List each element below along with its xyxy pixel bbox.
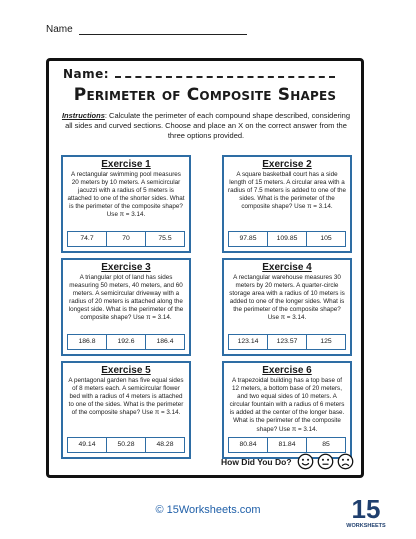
page-title: Perimeter of Composite Shapes — [73, 85, 337, 105]
answer-option[interactable]: 70 — [107, 232, 146, 246]
exercise-text: A triangular plot of land has sides measuring 50 meters, 40 meters, and 60 meters. A semicircular driveway with a radius of 20 meters is attached along the longest side. What is the perimeter of the composite shape? Use π = 3.14. — [68, 274, 184, 322]
15worksheets-logo-icon — [346, 492, 386, 530]
exercise-text: A rectangular swimming pool measures 20 meters by 10 meters. A semicircular jacuzzi with a radius of 5 meters is attached to one of the shorter sides. What is the perimeter of the composite shape? Use π = 3.14. — [67, 171, 185, 219]
instructions-label: Instructions — [61, 111, 105, 120]
answer-option[interactable]: 125 — [320, 338, 332, 345]
exercise-1-card — [61, 155, 191, 253]
exercise-6-card — [222, 361, 352, 459]
exercise-text: A pentagonal garden has five equal sides of 8 meters each. A semicircular flower bed with a radius of 4 meters is attached to one of the sides. What is the perimeter of the composite shape? Use π = 3.14. — [68, 377, 184, 417]
answer-option[interactable]: 75.5 — [158, 235, 172, 242]
answer-options — [67, 231, 185, 247]
answer-options — [67, 334, 185, 350]
sad-face-icon[interactable] — [337, 453, 354, 470]
answer-option[interactable]: 49.14 — [68, 438, 107, 452]
instructions-text: : Calculate the perimeter of each compound shape described, considering all sides and curved sections. Choose and place an X on the correct answer from the three options provided. — [65, 111, 351, 140]
sheet-name-row — [63, 67, 335, 81]
exercise-text: A rectangular warehouse measures 30 meters by 20 meters. A quarter-circle storage area with a radius of 10 meters is added to one of the longer sides. What is the perimeter of the composite shape? Use π = 3.14. — [229, 274, 345, 322]
top-name-label: Name — [46, 24, 73, 35]
instructions — [61, 111, 351, 141]
exercise-4-card — [222, 258, 352, 356]
answer-option[interactable]: 192.6 — [107, 335, 146, 349]
worksheet-card — [46, 58, 364, 478]
answer-option[interactable]: 97.85 — [229, 232, 268, 246]
answer-option[interactable]: 48.28 — [156, 441, 174, 448]
footer-link[interactable]: © 15Worksheets.com — [155, 504, 261, 516]
answer-options — [228, 437, 346, 453]
answer-option[interactable]: 123.14 — [229, 335, 268, 349]
answer-option[interactable]: 74.7 — [68, 232, 107, 246]
answer-option[interactable]: 109.85 — [268, 232, 307, 246]
answer-option[interactable]: 123.57 — [268, 335, 307, 349]
answer-option[interactable]: 81.84 — [268, 438, 307, 452]
answer-options — [228, 231, 346, 247]
answer-option[interactable]: 80.84 — [229, 438, 268, 452]
top-name-line[interactable] — [79, 25, 247, 35]
answer-option[interactable]: 105 — [320, 235, 332, 242]
exercise-title: Exercise 6 — [262, 365, 312, 376]
answer-option[interactable]: 186.8 — [68, 335, 107, 349]
answer-options — [228, 334, 346, 350]
exercise-title: Exercise 5 — [101, 365, 151, 376]
neutral-face-icon[interactable] — [317, 453, 334, 470]
svg-text:WORKSHEETS: WORKSHEETS — [346, 523, 386, 529]
exercise-text: A trapezoidal building has a top base of 12 meters, a bottom base of 20 meters, and two equal sides of 10 meters. A circular fountain with a radius of 6 meters is added at the center of the longer base. What is the perimeter of the composite shape? Use π = 3.14. — [229, 377, 345, 433]
how-did-you-do-label: How Did You Do? — [221, 457, 292, 467]
sheet-name-line[interactable] — [115, 67, 335, 78]
answer-option[interactable]: 186.4 — [156, 338, 174, 345]
answer-option[interactable]: 50.28 — [107, 438, 146, 452]
exercise-title: Exercise 1 — [101, 159, 151, 170]
answer-options — [67, 437, 185, 453]
exercise-title: Exercise 3 — [101, 262, 151, 273]
exercise-3-card — [61, 258, 191, 356]
top-name-field — [46, 24, 247, 35]
exercise-text: A square basketball court has a side length of 15 meters. A circular area with a radius of 7.5 meters is added to one of the sides. What is the perimeter of the composite shape? Use π = 3.14. — [228, 171, 346, 211]
exercise-title: Exercise 4 — [262, 262, 312, 273]
exercise-2-card — [222, 155, 352, 253]
answer-option[interactable]: 85 — [322, 441, 330, 448]
exercise-title: Exercise 2 — [262, 159, 312, 170]
exercise-5-card — [61, 361, 191, 459]
sheet-name-label: Name: — [63, 67, 110, 81]
feedback-faces — [297, 453, 354, 470]
svg-text:15: 15 — [351, 494, 381, 524]
happy-face-icon[interactable] — [297, 453, 314, 470]
